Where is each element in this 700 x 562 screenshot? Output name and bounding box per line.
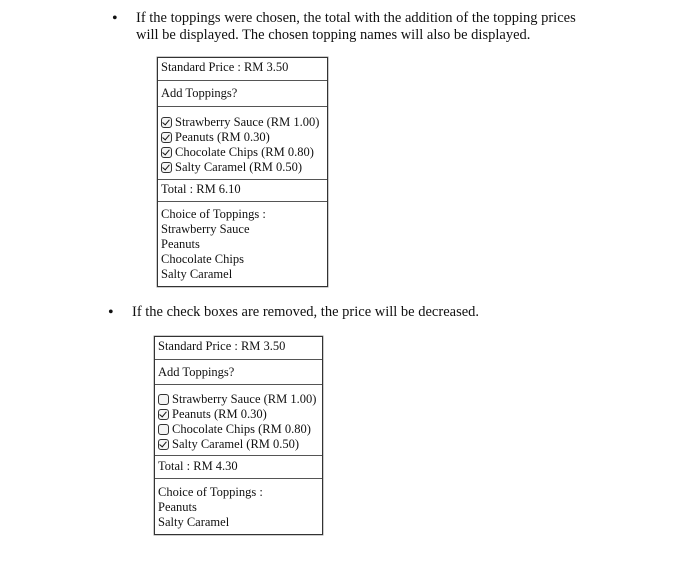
chosen-topping: Peanuts — [158, 500, 197, 514]
topping-option-strawberry[interactable] — [161, 115, 325, 130]
topping-options — [158, 392, 320, 452]
divider — [158, 179, 327, 180]
checkbox-checked-icon[interactable] — [158, 409, 169, 420]
bullet-text-line: If the check boxes are removed, the price will be decreased. — [132, 304, 480, 320]
topping-option-caramel[interactable] — [161, 160, 325, 175]
divider — [155, 384, 322, 385]
add-toppings-label: Add Toppings? — [161, 86, 238, 100]
topping-option-chocolate[interactable] — [158, 422, 320, 437]
chosen-topping: Salty Caramel — [161, 267, 233, 281]
checkbox-checked-icon[interactable] — [161, 117, 172, 128]
bullet-text-line: will be displayed. The chosen topping names will also be displayed. — [136, 27, 531, 43]
checkbox-checked-icon[interactable] — [161, 162, 172, 173]
checkbox-unchecked-icon[interactable] — [158, 394, 169, 405]
topping-option-label: Strawberry Sauce (RM 1.00) — [175, 115, 320, 129]
topping-option-label: Peanuts (RM 0.30) — [175, 130, 270, 144]
bullet-dot-icon: • — [112, 10, 118, 27]
standard-price: Standard Price : RM 3.50 — [161, 60, 289, 74]
standard-price: Standard Price : RM 3.50 — [158, 339, 286, 353]
bullet-text-line: If the toppings were chosen, the total with the addition of the topping prices — [136, 10, 576, 26]
bullet-paragraph-2 — [108, 304, 652, 321]
divider — [158, 106, 327, 107]
topping-option-label: Peanuts (RM 0.30) — [172, 407, 267, 421]
topping-option-caramel[interactable] — [158, 437, 320, 452]
divider — [155, 359, 322, 360]
checkbox-checked-icon[interactable] — [161, 132, 172, 143]
checkbox-unchecked-icon[interactable] — [158, 424, 169, 435]
total-price: Total : RM 6.10 — [161, 182, 241, 196]
add-toppings-label: Add Toppings? — [158, 365, 235, 379]
choice-of-toppings — [158, 485, 320, 530]
topping-option-strawberry[interactable] — [158, 392, 320, 407]
topping-option-label: Salty Caramel (RM 0.50) — [172, 437, 300, 451]
choice-heading: Choice of Toppings : — [161, 207, 266, 221]
choice-heading: Choice of Toppings : — [158, 485, 263, 499]
topping-option-label: Strawberry Sauce (RM 1.00) — [172, 392, 317, 406]
topping-form-all-checked — [157, 57, 328, 287]
topping-options — [161, 115, 325, 175]
chosen-topping: Chocolate Chips — [161, 252, 244, 266]
divider — [158, 201, 327, 202]
topping-option-label: Chocolate Chips (RM 0.80) — [175, 145, 314, 159]
topping-option-peanuts[interactable] — [161, 130, 325, 145]
topping-option-label: Salty Caramel (RM 0.50) — [175, 160, 303, 174]
chosen-topping: Salty Caramel — [158, 515, 230, 529]
chosen-topping: Strawberry Sauce — [161, 222, 250, 236]
total-price: Total : RM 4.30 — [158, 459, 238, 473]
topping-form-partial-checked — [154, 336, 323, 535]
bullet-dot-icon: • — [108, 304, 114, 321]
checkbox-checked-icon[interactable] — [158, 439, 169, 450]
divider — [158, 80, 327, 81]
topping-option-peanuts[interactable] — [158, 407, 320, 422]
divider — [155, 478, 322, 479]
bullet-paragraph-1 — [112, 10, 656, 44]
divider — [155, 455, 322, 456]
choice-of-toppings — [161, 207, 325, 282]
chosen-topping: Peanuts — [161, 237, 200, 251]
checkbox-checked-icon[interactable] — [161, 147, 172, 158]
topping-option-chocolate[interactable] — [161, 145, 325, 160]
topping-option-label: Chocolate Chips (RM 0.80) — [172, 422, 311, 436]
